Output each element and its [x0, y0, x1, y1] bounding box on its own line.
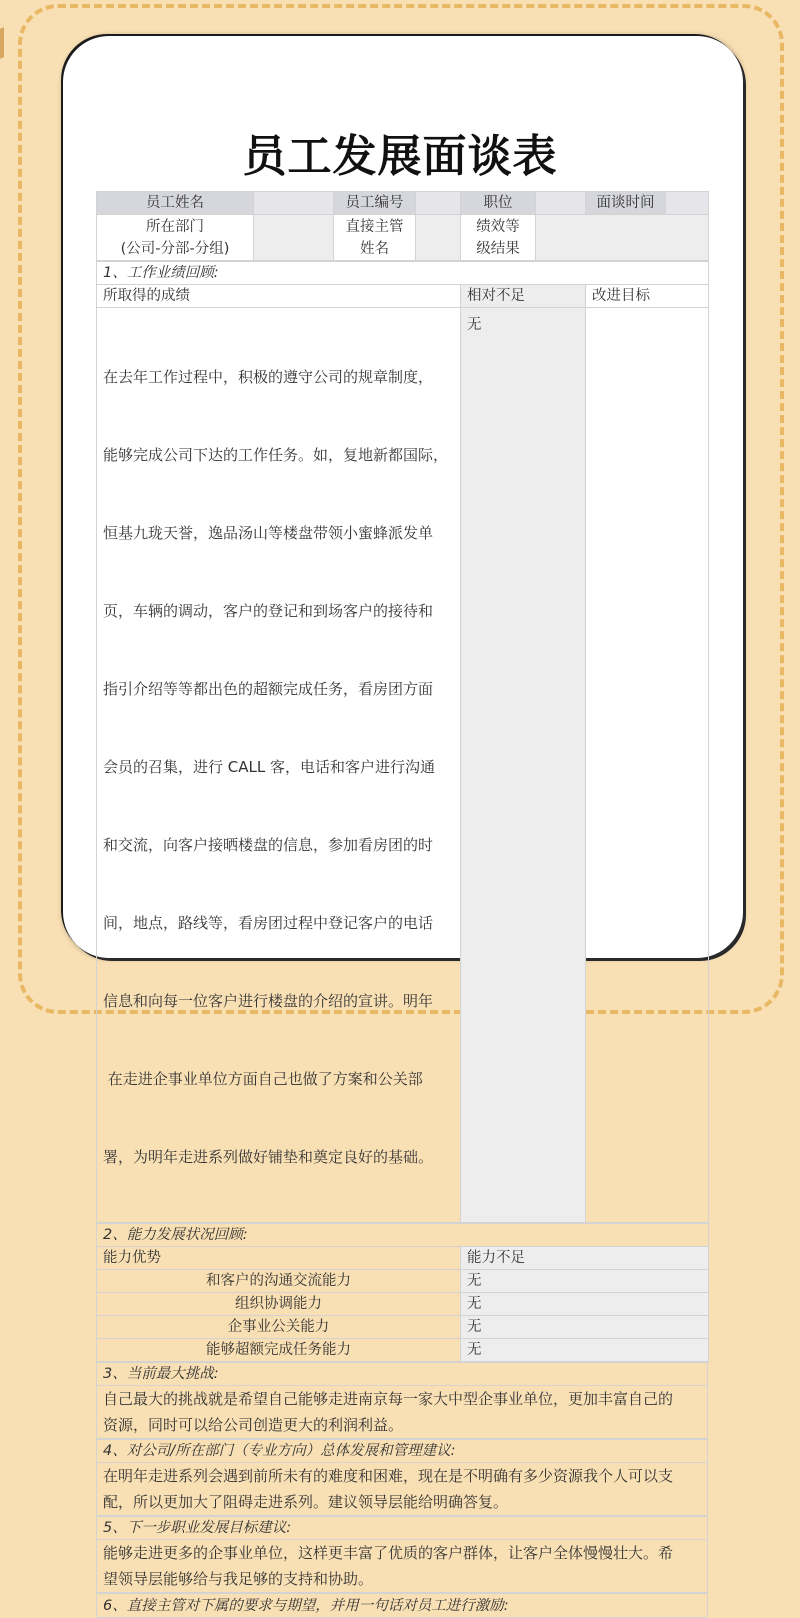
text-line: 资源，同时可以给公司创造更大的利润利益。 — [103, 1416, 404, 1434]
strength-cell[interactable]: 组织协调能力 — [97, 1293, 461, 1316]
label-employee-id: 员工编号 — [334, 192, 416, 215]
achievements-line: 在走进企事业单位方面自己也做了方案和公关部 — [103, 1070, 423, 1088]
achievements-line: 间，地点，路线等，看房团过程中登记客户的电话 — [103, 914, 434, 932]
section6-heading: 6、直接主管对下属的要求与期望，并用一句话对员工进行激励: — [97, 1594, 708, 1618]
strength-cell[interactable]: 能够超额完成任务能力 — [97, 1339, 461, 1362]
field-performance-grade[interactable] — [536, 215, 709, 261]
text-line: 望领导层能够给与我足够的支持和协助。 — [103, 1570, 374, 1588]
text-line: 配，所以更加大了阻碍走进系列。建议领导层能给明确答复。 — [103, 1493, 509, 1511]
field-position[interactable] — [536, 192, 586, 215]
shortfalls-text[interactable]: 无 — [461, 308, 586, 1223]
label-interview-time: 面谈时间 — [586, 192, 666, 215]
goals-text[interactable] — [586, 308, 709, 1223]
section5-heading: 5、下一步职业发展目标建议: — [97, 1517, 708, 1540]
field-employee-name[interactable] — [254, 192, 334, 215]
section3-text[interactable] — [97, 1386, 708, 1439]
achievements-line: 恒基九珑天誉，逸品汤山等楼盘带领小蜜蜂派发单 — [103, 524, 434, 542]
field-manager-name[interactable] — [416, 215, 461, 261]
text-line: 自己最大的挑战就是希望自己能够走进南京每一家大中型企事业单位，更加丰富自己的 — [103, 1390, 674, 1408]
header-row-1 — [97, 192, 709, 215]
section1-heading: 1、工作业绩回顾: — [97, 262, 709, 285]
ability-row — [97, 1293, 709, 1316]
ability-row — [97, 1316, 709, 1339]
achievements-line: 信息和向每一位客户进行楼盘的介绍的宣讲。明年 — [103, 992, 434, 1010]
label-manager-line2: 姓名 — [360, 240, 389, 257]
achievements-line: 在去年工作过程中，积极的遵守公司的规章制度， — [103, 368, 434, 386]
weakness-cell[interactable]: 无 — [461, 1270, 709, 1293]
text-line: 能够走进更多的企事业单位，这样更丰富了优质的客户群体，让客户全体慢慢壮大。希 — [103, 1544, 674, 1562]
label-department-line2: (公司-分部-分组) — [120, 240, 230, 257]
col-strengths: 能力优势 — [97, 1247, 461, 1270]
label-grade-line2: 级结果 — [476, 240, 520, 257]
weakness-cell[interactable]: 无 — [461, 1339, 709, 1362]
section3-table — [96, 1362, 708, 1439]
ability-row — [97, 1339, 709, 1362]
achievements-line: 和交流，向客户接晒楼盘的信息，参加看房团的时 — [103, 836, 434, 854]
strength-cell[interactable]: 和客户的沟通交流能力 — [97, 1270, 461, 1293]
achievements-line: 页，车辆的调动，客户的登记和到场客户的接待和 — [103, 602, 434, 620]
label-manager-name — [334, 215, 416, 261]
achievements-line: 指引介绍等等都出色的超额完成任务，看房团方面 — [103, 680, 434, 698]
field-interview-time[interactable] — [666, 192, 709, 215]
label-performance-grade — [461, 215, 536, 261]
achievements-line: 署，为明年走进系列做好铺垫和奠定良好的基础。 — [103, 1148, 434, 1166]
field-department[interactable] — [254, 215, 334, 261]
section1-table — [96, 261, 709, 1223]
interview-form — [96, 191, 708, 1618]
label-department-line1: 所在部门 — [146, 218, 204, 235]
col-shortfalls: 相对不足 — [461, 285, 586, 308]
decorative-stroke — [0, 27, 4, 58]
section4-heading: 4、对公司/所在部门（专业方向）总体发展和管理建议: — [97, 1440, 708, 1463]
label-grade-line1: 绩效等 — [476, 218, 520, 235]
strength-cell[interactable]: 企事业公关能力 — [97, 1316, 461, 1339]
section6-table — [96, 1593, 708, 1618]
label-department — [97, 215, 254, 261]
section5-text[interactable] — [97, 1540, 708, 1593]
section2-heading: 2、能力发展状况回顾: — [97, 1224, 709, 1247]
section2-table — [96, 1223, 709, 1362]
col-weaknesses: 能力不足 — [461, 1247, 709, 1270]
label-position: 职位 — [461, 192, 536, 215]
form-header-table — [96, 191, 709, 261]
section4-text[interactable] — [97, 1463, 708, 1516]
ability-row — [97, 1270, 709, 1293]
section3-heading: 3、当前最大挑战: — [97, 1363, 708, 1386]
field-employee-id[interactable] — [416, 192, 461, 215]
achievements-text[interactable] — [97, 308, 461, 1223]
weakness-cell[interactable]: 无 — [461, 1316, 709, 1339]
header-row-2 — [97, 215, 709, 261]
achievements-line: 能够完成公司下达的工作任务。如，复地新都国际， — [103, 446, 449, 464]
section4-table — [96, 1439, 708, 1516]
label-employee-name: 员工姓名 — [97, 192, 254, 215]
label-manager-line1: 直接主管 — [345, 218, 404, 235]
section5-table — [96, 1516, 708, 1593]
col-goals: 改进目标 — [586, 285, 709, 308]
col-achievements: 所取得的成绩 — [97, 285, 461, 308]
page-title: 员工发展面谈表 — [242, 131, 558, 182]
weakness-cell[interactable]: 无 — [461, 1293, 709, 1316]
text-line: 在明年走进系列会遇到前所未有的难度和困难，现在是不明确有多少资源我个人可以支 — [103, 1467, 674, 1485]
achievements-line: 会员的召集，进行 CALL 客，电话和客户进行沟通 — [103, 758, 435, 776]
